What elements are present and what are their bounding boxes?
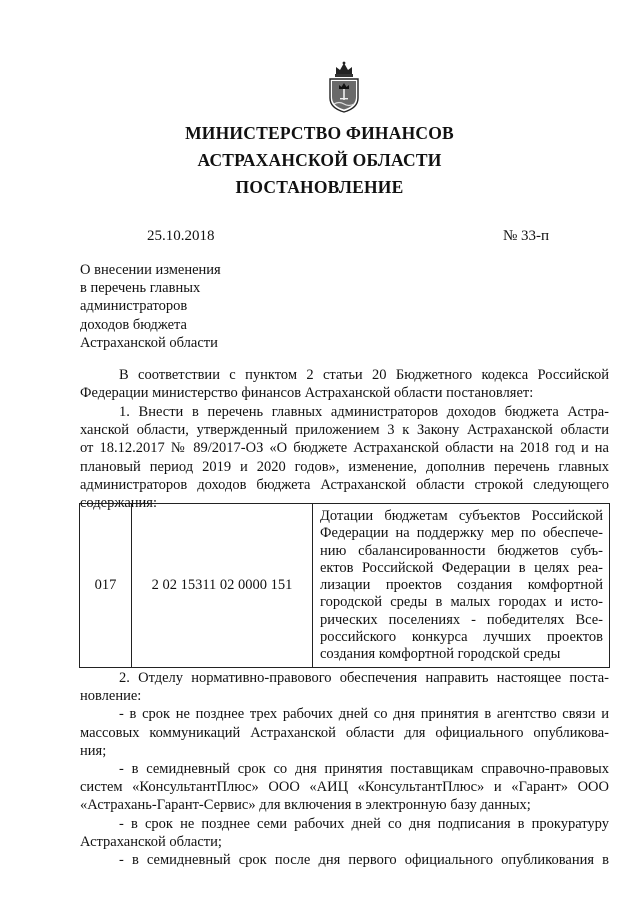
subject-line: доходов бюджета [80, 316, 187, 333]
description-line: нию сбалансированности бюджетов субъ- [320, 542, 603, 559]
paragraph-line: администраторов доходов бюджета Астраханской области строкой следующего [80, 476, 609, 493]
paragraph-line: плановый период 2019 и 2020 годов», изменение, дополнив перечень главных [80, 458, 609, 475]
budget-classification-code-cell: 2 02 15311 02 0000 151 [132, 504, 313, 668]
paragraph-line: «Астрахань-Гарант-Сервис» для включения в электронную базу данных; [80, 797, 531, 814]
intro-paragraph [80, 366, 609, 402]
subject-line: О внесении изменения [80, 262, 221, 278]
paragraph-line: - в семидневный срок со дня принятия поставщикам справочно-правовых [119, 760, 609, 777]
paragraph-line: систем «КонсультантПлюс» ООО «АИЦ «КонсультантПлюс» и «Гарант» ООО [80, 779, 609, 796]
ministry-title-line-1: МИНИСТЕРСТВО ФИНАНСОВ [185, 123, 454, 143]
description-line: городской среды в малых городах и исто- [320, 594, 603, 611]
paragraph-line: Федерации министерство финансов Астраханской области постановляет: [80, 385, 534, 402]
description-line: Федерации на поддержку мер по обеспече- [320, 525, 603, 542]
document-subject [80, 261, 221, 352]
paragraph-line: массовых коммуникаций Астраханской области для официального опубликова- [80, 724, 609, 741]
subject-line: Астраханской области [80, 334, 218, 351]
administrator-code-cell: 017 [80, 504, 132, 668]
paragraph-line: Астраханской области; [80, 833, 222, 850]
document-type-title: ПОСТАНОВЛЕНИЕ [235, 177, 404, 197]
paragraph-line: от 18.12.2017 № 89/2017-ОЗ «О бюджете Астраханской области на 2018 год и на [80, 440, 609, 457]
paragraph-line: 2. Отделу нормативно-правового обеспечения направить настоящее поста- [119, 670, 609, 686]
paragraph-line: ханской области, утвержденный приложением 3 к Закону Астраханской области [80, 422, 609, 439]
revenue-description-cell [313, 504, 610, 668]
description-line: рических поселениях - победителях Все- [320, 611, 603, 628]
ministry-title-line-2: АСТРАХАНСКОЙ ОБЛАСТИ [197, 150, 442, 170]
paragraph-line: содержания: [80, 494, 158, 511]
subject-line: в перечень главных [80, 280, 201, 297]
budget-code-table [79, 503, 610, 668]
description-line: ектов Российской Федерации в целях реа- [320, 559, 603, 576]
description-line: российского конкурса лучших проектов [320, 629, 603, 646]
subject-line: администраторов [80, 298, 188, 315]
paragraph-line: ния; [80, 742, 107, 759]
paragraph-line: - в срок не позднее семи рабочих дней со дня подписания в прокуратуру [119, 815, 609, 832]
item-2-paragraph [80, 669, 609, 869]
paragraph-line: - в срок не позднее трех рабочих дней со дня принятия в агентство связи и [119, 706, 609, 723]
description-line: лизации проектов создания комфортной [320, 577, 603, 594]
document-number: № 33-п [503, 228, 550, 244]
coat-of-arms-emblem [327, 60, 361, 114]
paragraph-line: В соответствии с пунктом 2 статьи 20 Бюджетного кодекса Российской [119, 367, 609, 383]
paragraph-line: 1. Внести в перечень главных администраторов доходов бюджета Астра- [119, 404, 609, 420]
description-line: создания комфортной городской среды [320, 646, 561, 663]
paragraph-line: - в семидневный срок после дня первого официального опубликования в [119, 851, 609, 868]
paragraph-line: новление: [80, 688, 142, 705]
document-date: 25.10.2018 [147, 228, 215, 244]
item-1-paragraph [80, 403, 609, 512]
table-row [80, 504, 610, 668]
description-line: Дотации бюджетам субъектов Российской [320, 508, 603, 524]
